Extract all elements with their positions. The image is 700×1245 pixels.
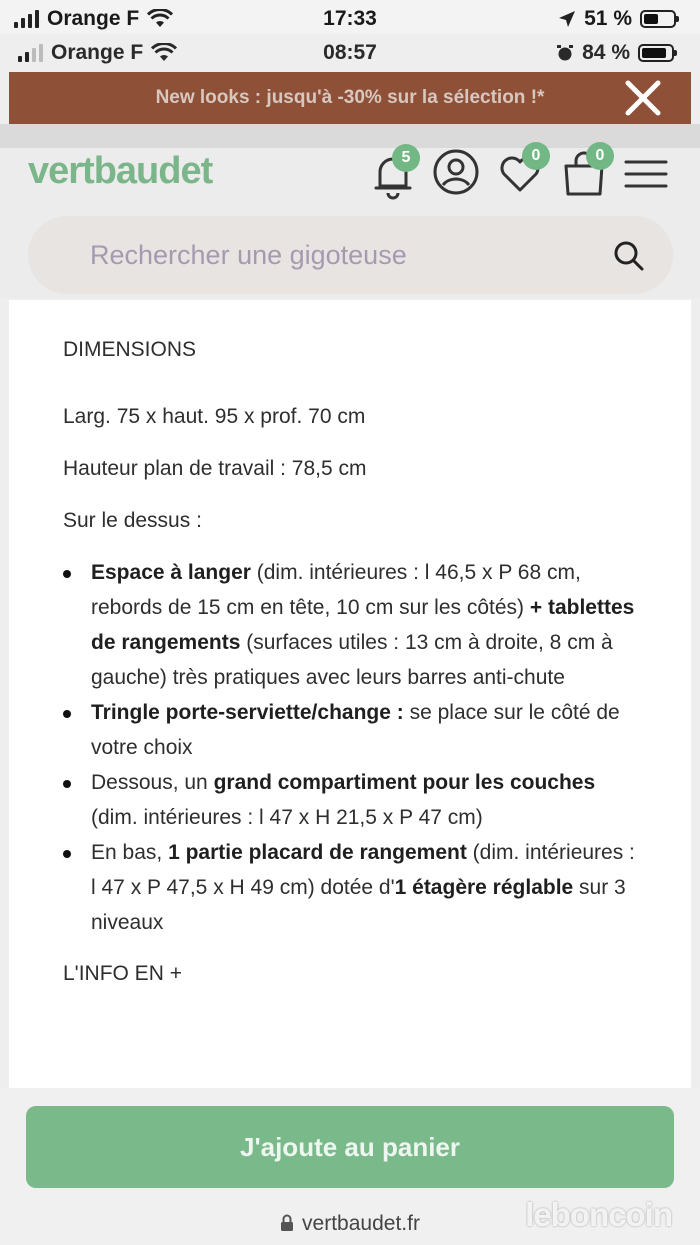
hamburger-menu-icon <box>624 156 668 192</box>
leboncoin-watermark: leboncoin <box>525 1196 672 1233</box>
account-button[interactable] <box>432 148 482 198</box>
list-item: Tringle porte-serviette/change : se place sur le côté de votre choix <box>63 695 637 765</box>
promo-banner[interactable] <box>9 72 691 124</box>
notifications-badge: 5 <box>392 144 420 172</box>
wishlist-button[interactable] <box>496 148 546 198</box>
clock: 17:33 <box>323 7 377 30</box>
cart-button[interactable] <box>560 148 610 198</box>
user-icon <box>432 148 480 196</box>
product-description <box>9 300 691 1088</box>
alarm-icon <box>556 44 574 62</box>
battery-percent: 51 % <box>584 7 632 30</box>
features-list <box>63 555 637 940</box>
more-info-heading[interactable]: L'INFO EN + <box>63 962 182 985</box>
clock: 08:57 <box>323 41 377 64</box>
list-item: En bas, 1 partie placard de rangement (dim. intérieures : l 47 x P 47,5 x H 49 cm) dotée d'1 étagère réglable sur 3 niveaux <box>63 835 637 940</box>
promo-text: New looks : jusqu'à -30% sur la sélection !* <box>155 87 545 108</box>
search-bar[interactable] <box>28 216 673 294</box>
menu-button[interactable] <box>624 156 674 206</box>
carrier-label: Orange F <box>51 41 144 64</box>
battery-icon <box>640 10 676 28</box>
search-icon[interactable] <box>613 240 645 272</box>
search-input[interactable] <box>90 240 590 271</box>
list-item: Espace à langer (dim. intérieures : l 46,5 x P 68 cm, rebords de 15 cm en tête, 10 cm sur les côtés) + tablettes de rangements (surfaces utiles : 13 cm à droite, 8 cm à gauche) très pratiques avec leurs barres anti-chute <box>63 555 637 695</box>
close-icon[interactable] <box>625 80 661 116</box>
url-text: vertbaudet.fr <box>302 1212 420 1235</box>
vertbaudet-logo[interactable]: vertbaudet <box>28 150 213 192</box>
wishlist-badge: 0 <box>522 142 550 170</box>
list-item: Dessous, un grand compartiment pour les couches (dim. intérieures : l 47 x H 21,5 x P 47 cm) <box>63 765 637 835</box>
add-to-cart-button[interactable]: J'ajoute au panier <box>26 1106 674 1188</box>
carrier-label: Orange F <box>47 7 140 30</box>
battery-percent: 84 % <box>582 41 630 64</box>
site-header <box>0 124 700 298</box>
lock-icon <box>280 1214 294 1232</box>
worktop-height-text: Hauteur plan de travail : 78,5 cm <box>63 457 367 480</box>
location-arrow-icon <box>558 10 576 28</box>
dimensions-text: Larg. 75 x haut. 95 x prof. 70 cm <box>63 405 366 428</box>
top-intro-text: Sur le dessus : <box>63 509 202 532</box>
cart-badge: 0 <box>586 142 614 170</box>
bottom-bar <box>0 1088 700 1245</box>
status-bar-inner <box>0 34 700 70</box>
status-bar-outer <box>0 0 700 36</box>
battery-icon <box>638 44 674 62</box>
notifications-button[interactable] <box>368 148 418 198</box>
section-title: DIMENSIONS <box>63 338 197 361</box>
